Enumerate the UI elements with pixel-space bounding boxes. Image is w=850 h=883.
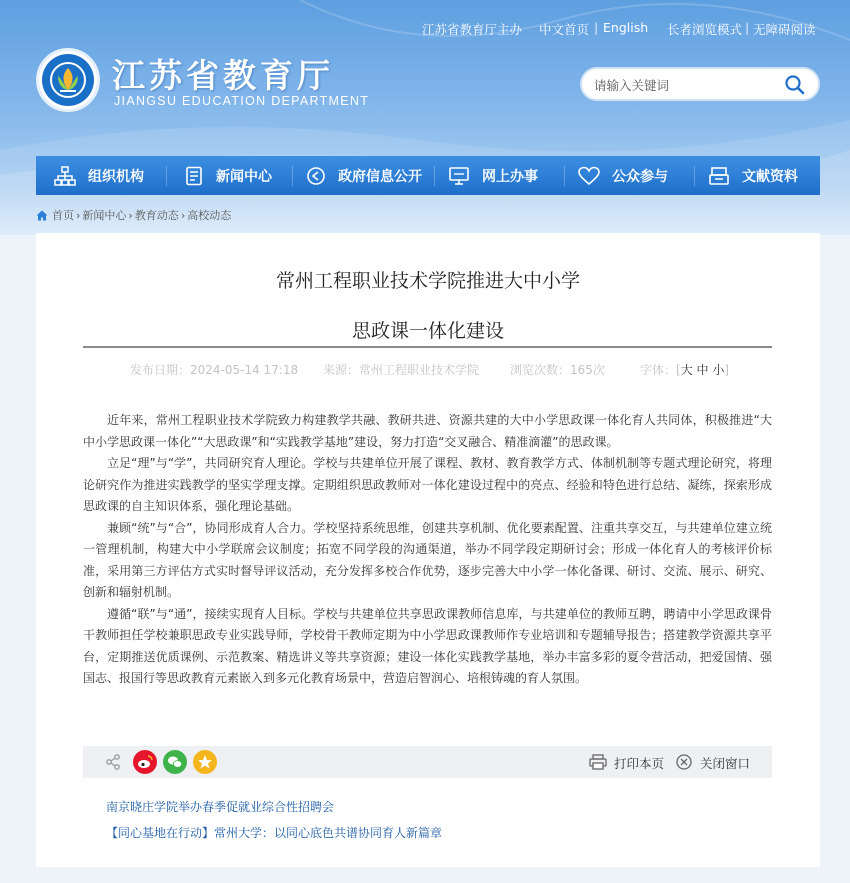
qzone-icon[interactable] — [193, 750, 217, 774]
documents-icon — [708, 166, 730, 186]
accessible-reading-link[interactable]: 无障碍阅读 — [753, 22, 816, 37]
close-icon[interactable] — [676, 754, 692, 770]
article-body — [83, 410, 772, 690]
breadcrumb-item-news[interactable]: 新闻中心 — [82, 209, 127, 222]
nav-label: 文献资料 — [742, 168, 798, 185]
article-title-line1: 常州工程职业技术学院推进大中小学 — [275, 270, 580, 292]
online-service-icon — [448, 166, 470, 186]
share-toolbar — [83, 746, 772, 778]
breadcrumb-item-universities[interactable]: 高校动态 — [187, 209, 232, 222]
breadcrumb-separator: › — [180, 208, 186, 222]
nav-divider — [434, 166, 435, 186]
nav-label: 政府信息公开 — [338, 168, 422, 185]
article-paragraph: 遵循“联”与“通”，接续实现育人目标。学校与共建单位共享思政课教师信息库，与共建单位的教师互聘，聘请中小学思政课骨干教师担任学校兼职思政专业实践导师，学校骨干教师定期为中小学思政课教师作专业培训和专题辅导报告；搭建教学资源共享平台，定期推送优质课例、示范教案、精选讲义等共享资源；建设一体化实践教学基地，举办丰富多彩的夏令营活动，把爱国情、强国志、报国行等思政教育元素嵌入到多元化教育场景中，营造启智润心、培根铸魂的育人氛围。 — [83, 606, 772, 685]
info-disclosure-icon — [306, 166, 326, 186]
search-icon[interactable] — [784, 74, 806, 96]
nav-divider — [694, 166, 695, 186]
english-link[interactable]: English — [603, 20, 649, 35]
share-icon — [105, 754, 121, 770]
wechat-icon[interactable] — [163, 750, 187, 774]
home-icon — [36, 210, 48, 221]
nav-item-documents[interactable] — [708, 156, 798, 195]
view-count: 浏览次数：165次 — [510, 363, 605, 377]
link-separator: | — [594, 20, 599, 35]
weibo-icon[interactable] — [133, 750, 157, 774]
nav-divider — [166, 166, 167, 186]
search-input[interactable] — [594, 75, 774, 95]
nav-label: 新闻中心 — [216, 168, 272, 185]
site-title: 江苏省教育厅 — [112, 56, 334, 95]
article-paragraph: 近年来，常州工程职业技术学院致力构建教学共融、教研共进、资源共建的大中小学思政课一体化育人共同体，积极推进“大中小学思政课一体化”“大思政课”和“实践教学基地”建设，努力打造“交叉融合、精准滴灌”的思政课。 — [83, 413, 772, 449]
home-link[interactable]: 中文首页 — [539, 22, 590, 37]
link-separator: | — [745, 20, 750, 35]
font-size-bracket: ] — [724, 363, 730, 377]
nav-divider — [292, 166, 293, 186]
logo-emblem-icon — [42, 54, 94, 106]
news-icon — [184, 166, 204, 186]
nav-label: 公众参与 — [612, 168, 668, 185]
title-divider — [83, 346, 772, 348]
site-logo[interactable] — [36, 48, 100, 112]
article-panel — [36, 233, 820, 867]
nav-item-info-disclosure[interactable] — [306, 156, 422, 195]
article-title-line2: 思政课一体化建设 — [351, 320, 504, 342]
search-box — [580, 67, 820, 101]
nav-label: 组织机构 — [88, 168, 144, 185]
article-paragraph: 立足“理”与“学”，共同研究育人理论。学校与共建单位开展了课程、教材、教育教学方式、体制机制等专题式理论研究，将理论研究作为推进实践教学的坚实学理支撑。定期组织思政教师对一体化建设过程中的亮点、经验和特色进行总结、凝练，探索形成思政课的自主知识体系，强化理论基础。 — [83, 456, 772, 513]
close-window-button[interactable]: 关闭窗口 — [700, 756, 751, 771]
breadcrumb-item-education[interactable]: 教育动态 — [134, 209, 179, 222]
article-paragraph: 兼顾“统”与“合”，协同形成育人合力。学校坚持系统思维，创建共享机制、优化要素配置、注重共享交互，与共建单位建立统一管理机制，构建大中小学联席会议制度；拓宽不同学段的沟通渠道，举办不同学段定期研讨会；形成一体化育人的考核评价标准，采用第三方评估方式实时督导评议活动，充分发挥多校合作优势，逐步完善大中小学一体化备课、研讨、交流、展示、研究、创新和辐射机制。 — [83, 520, 772, 599]
font-size-options[interactable]: 大 中 小 — [680, 363, 725, 377]
top-links-bar — [0, 20, 850, 40]
publish-date: 发布日期：2024-05-14 17:18 — [130, 363, 299, 377]
nav-item-news[interactable] — [184, 156, 272, 195]
nav-item-online-service[interactable] — [448, 156, 538, 195]
font-size-control — [640, 361, 729, 378]
nav-item-org[interactable] — [54, 156, 144, 195]
breadcrumb — [36, 207, 233, 223]
host-label: 江苏省教育厅主办 — [422, 22, 523, 37]
breadcrumb-separator: › — [128, 208, 133, 222]
elder-mode-link[interactable]: 长者浏览模式 — [667, 22, 743, 37]
org-chart-icon — [54, 166, 76, 186]
print-button[interactable]: 打印本页 — [614, 756, 665, 771]
heart-icon — [578, 166, 600, 186]
breadcrumb-separator: › — [76, 208, 81, 222]
main-nav — [36, 156, 820, 195]
print-icon[interactable] — [589, 754, 607, 770]
related-link[interactable]: 【同心基地在行动】常州大学：以同心底色共谱协同育人新篇章 — [106, 826, 443, 840]
nav-item-public-participation[interactable] — [578, 156, 668, 195]
breadcrumb-item-home[interactable]: 首页 — [52, 209, 74, 222]
related-link[interactable]: 南京晓庄学院举办春季促就业综合性招聘会 — [106, 800, 335, 814]
font-size-label: 字体：[ — [640, 363, 681, 377]
site-subtitle: JIANGSU EDUCATION DEPARTMENT — [114, 94, 370, 108]
article-source: 来源：常州工程职业技术学院 — [323, 363, 480, 377]
nav-divider — [564, 166, 565, 186]
nav-label: 网上办事 — [482, 168, 538, 185]
